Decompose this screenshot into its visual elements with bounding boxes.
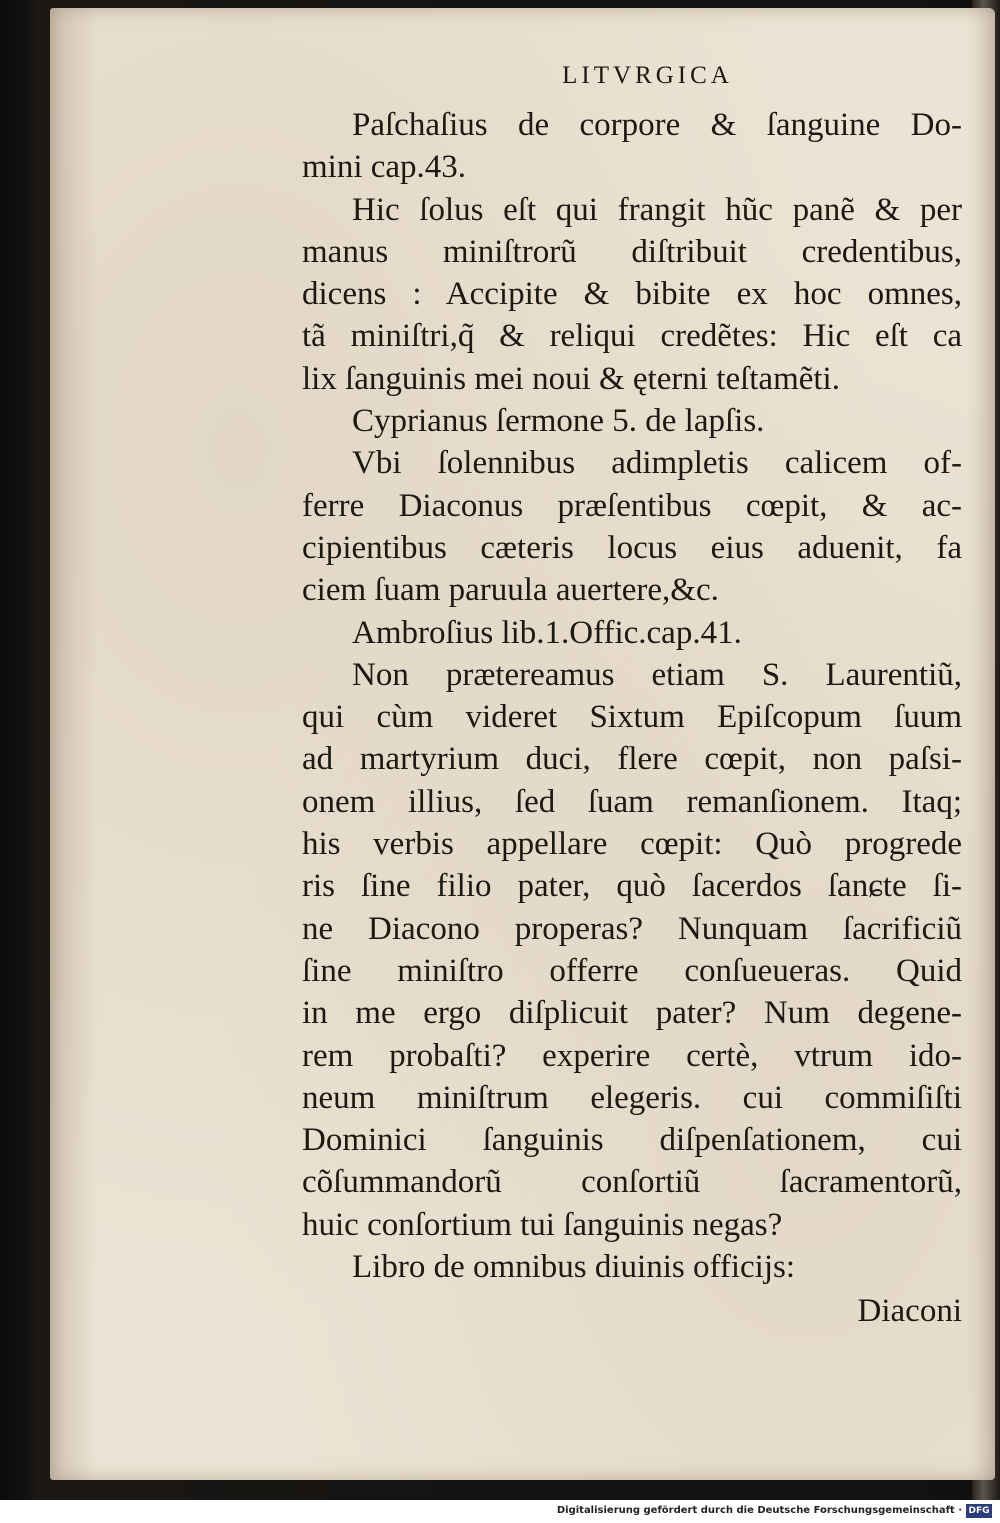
text-line: onem illius, ſed ſuam remanſionem. Itaq;	[302, 783, 962, 820]
text-line: his verbis appellare cœpit: Quò progrede	[302, 826, 962, 863]
text-line: cõſummandorũ conſortiũ ſacramentorũ,	[302, 1164, 962, 1201]
text-line: Dominici ſanguinis diſpenſationem, cui	[302, 1122, 962, 1159]
text-line: ferre Diaconus præſentibus cœpit, & ac-	[302, 487, 962, 524]
text-line: huic conſortium tui ſanguinis negas?	[302, 1206, 783, 1243]
dfg-logo-icon: DFG	[966, 1504, 992, 1518]
text-line: ciem ſuam paruula auertere,&c.	[302, 572, 719, 609]
catchword: Diaconi	[857, 1293, 962, 1330]
text-line: tã miniſtri,q̃ & reliqui credẽtes: Hic eſt ca	[302, 318, 962, 355]
text-line: Vbi ſolennibus adimpletis calicem of-	[352, 445, 962, 482]
book-page	[50, 8, 995, 1480]
section-heading-line: Ambroſius lib.1.Offic.cap.41.	[352, 614, 742, 651]
section-heading-line: Libro de omnibus diuinis officijs:	[352, 1249, 796, 1286]
text-line: ne Diacono properas? Nunquam ſacrificiũ	[302, 910, 962, 947]
text-line: ſine miniſtro offerre conſueueras. Quid	[302, 952, 962, 989]
text-line: in me ergo diſplicuit pater? Num degene-	[302, 995, 962, 1032]
text-line: qui cùm videret Sixtum Epiſcopum ſuum	[302, 699, 962, 736]
text-line: neum miniſtrum elegeris. cui commiſiſti	[302, 1079, 962, 1116]
body-text	[302, 104, 962, 1333]
text-line: Non prætereamus etiam S. Laurentiũ,	[352, 656, 962, 693]
text-line: Paſchaſius de corpore & ſanguine Do-	[352, 107, 962, 143]
running-head: LITVRGICA	[562, 62, 733, 89]
text-line: cipientibus cæteris locus eius aduenit, fa	[302, 529, 962, 566]
text-line: ris ſine filio pater, quò ſacerdos ſanɕte ſi-	[302, 868, 962, 905]
text-line: mini cap.43.	[302, 149, 467, 186]
text-line: ad martyrium duci, flere cœpit, non paſsi-	[302, 741, 962, 778]
text-line: lix ſanguinis mei noui & ęterni teſtamẽti.	[302, 360, 840, 397]
text-line: manus miniſtrorũ diſtribuit credentibus,	[302, 233, 962, 270]
funding-credit: Digitalisierung gefördert durch die Deutsche Forschungsgemeinschaft ·	[556, 1505, 962, 1516]
section-heading-line: Cyprianus ſermone 5. de lapſis.	[352, 403, 765, 440]
text-line: rem probaſti? experire certè, vtrum ido-	[302, 1037, 962, 1074]
text-line: Hic ſolus eſt qui frangit hũc panẽ & per	[352, 191, 962, 228]
footer-bar	[0, 1500, 1000, 1523]
text-line: dicens : Accipite & bibite ex hoc omnes,	[302, 276, 962, 313]
